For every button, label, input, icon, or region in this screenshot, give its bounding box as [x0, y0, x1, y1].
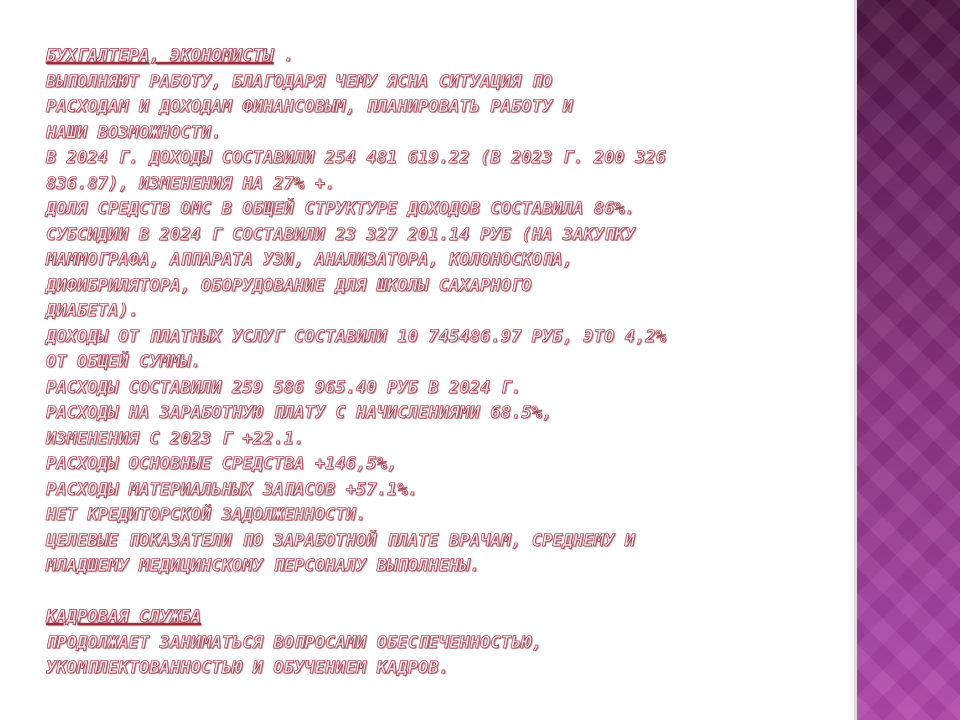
text-line: ОТ ОБЩЕЙ СУММЫ. — [46, 352, 202, 372]
text-line: РАСХОДЫ ОСНОВНЫЕ СРЕДСТВА +146,5%, — [46, 454, 398, 474]
text-line: ЦЕЛЕВЫЕ ПОКАЗАТЕЛИ ПО ЗАРАБОТНОЙ ПЛАТЕ ВРАЧАМ, СРЕДНЕМУ И — [46, 530, 636, 551]
text-line: УКОМПЛЕКТОВАННОСТЬЮ И ОБУЧЕНИЕМ КАДРОВ. — [46, 658, 450, 678]
text-line: НЕТ КРЕДИТОРСКОЙ ЗАДОЛЖЕННОСТИ. — [46, 505, 367, 525]
section1-heading: БУХГАЛТЕРА, ЭКОНОМИСТЫ — [46, 46, 274, 66]
text-line: СУБСИДИИ В 2024 Г СОСТАВИЛИ 23 327 201.14 РУБ (НА ЗАКУПКУ — [46, 224, 636, 245]
text-line: 836.87), ИЗМЕНЕНИЯ НА 27% +. — [46, 173, 336, 194]
section2-heading-line — [46, 605, 846, 631]
text-line: ДОХОДЫ ОТ ПЛАТНЫХ УСЛУГ СОСТАВИЛИ 10 745486.97 РУБ, ЭТО 4,2% — [46, 326, 667, 347]
text-line: РАСХОДАМ И ДОХОДАМ ФИНАНСОВЫМ, ПЛАНИРОВАТЬ РАБОТУ И — [46, 97, 574, 117]
text-line: ДИАБЕТА). — [46, 301, 140, 321]
section1-heading-line — [46, 44, 846, 70]
section2-heading: КАДРОВАЯ СЛУЖБА — [46, 607, 202, 627]
text-line: МАММОГРАФА, АППАРАТА УЗИ, АНАЛИЗАТОРА, КОЛОНОСКОПА, — [46, 250, 574, 270]
section-gap — [46, 580, 846, 606]
text-line: ДОЛЯ СРЕДСТВ ОМС В ОБЩЕЙ СТРУКТУРЕ ДОХОДОВ СОСТАВИЛА 86%. — [46, 199, 636, 219]
text-line: МЛАДШЕМУ МЕДИЦИНСКОМУ ПЕРСОНАЛУ ВЫПОЛНЕНЫ. — [46, 556, 481, 576]
slide-content — [46, 44, 846, 682]
text-line: НАШИ ВОЗМОЖНОСТИ. — [46, 122, 222, 143]
text-line: ВЫПОЛНЯЮТ РАБОТУ, БЛАГОДАРЯ ЧЕМУ ЯСНА СИТУАЦИЯ ПО — [46, 71, 553, 92]
text-line: РАСХОДЫ СОСТАВИЛИ 259 586 965.40 РУБ В 2024 Г. — [46, 377, 522, 398]
section1-heading-suffix: . — [273, 46, 295, 66]
text-line: РАСХОДЫ НА ЗАРАБОТНУЮ ПЛАТУ С НАЧИСЛЕНИЯМИ 68.5%, — [46, 403, 553, 423]
text-line: В 2024 Г. ДОХОДЫ СОСТАВИЛИ 254 481 619.22 (В 2023 Г. 200 326 — [46, 148, 667, 168]
text-line: РАСХОДЫ МАТЕРИАЛЬНЫХ ЗАПАСОВ +57.1%. — [46, 479, 419, 500]
text-line: ПРОДОЛЖАЕТ ЗАНИМАТЬСЯ ВОПРОСАМИ ОБЕСПЕЧЕННОСТЬЮ, — [46, 632, 543, 653]
text-line: ИЗМЕНЕНИЯ С 2023 Г +22.1. — [46, 428, 305, 449]
side-decor-bar — [857, 0, 960, 720]
text-line: ДИФИБРИЛЯТОРА, ОБОРУДОВАНИЕ ДЛЯ ШКОЛЫ САХАРНОГО — [46, 275, 532, 296]
